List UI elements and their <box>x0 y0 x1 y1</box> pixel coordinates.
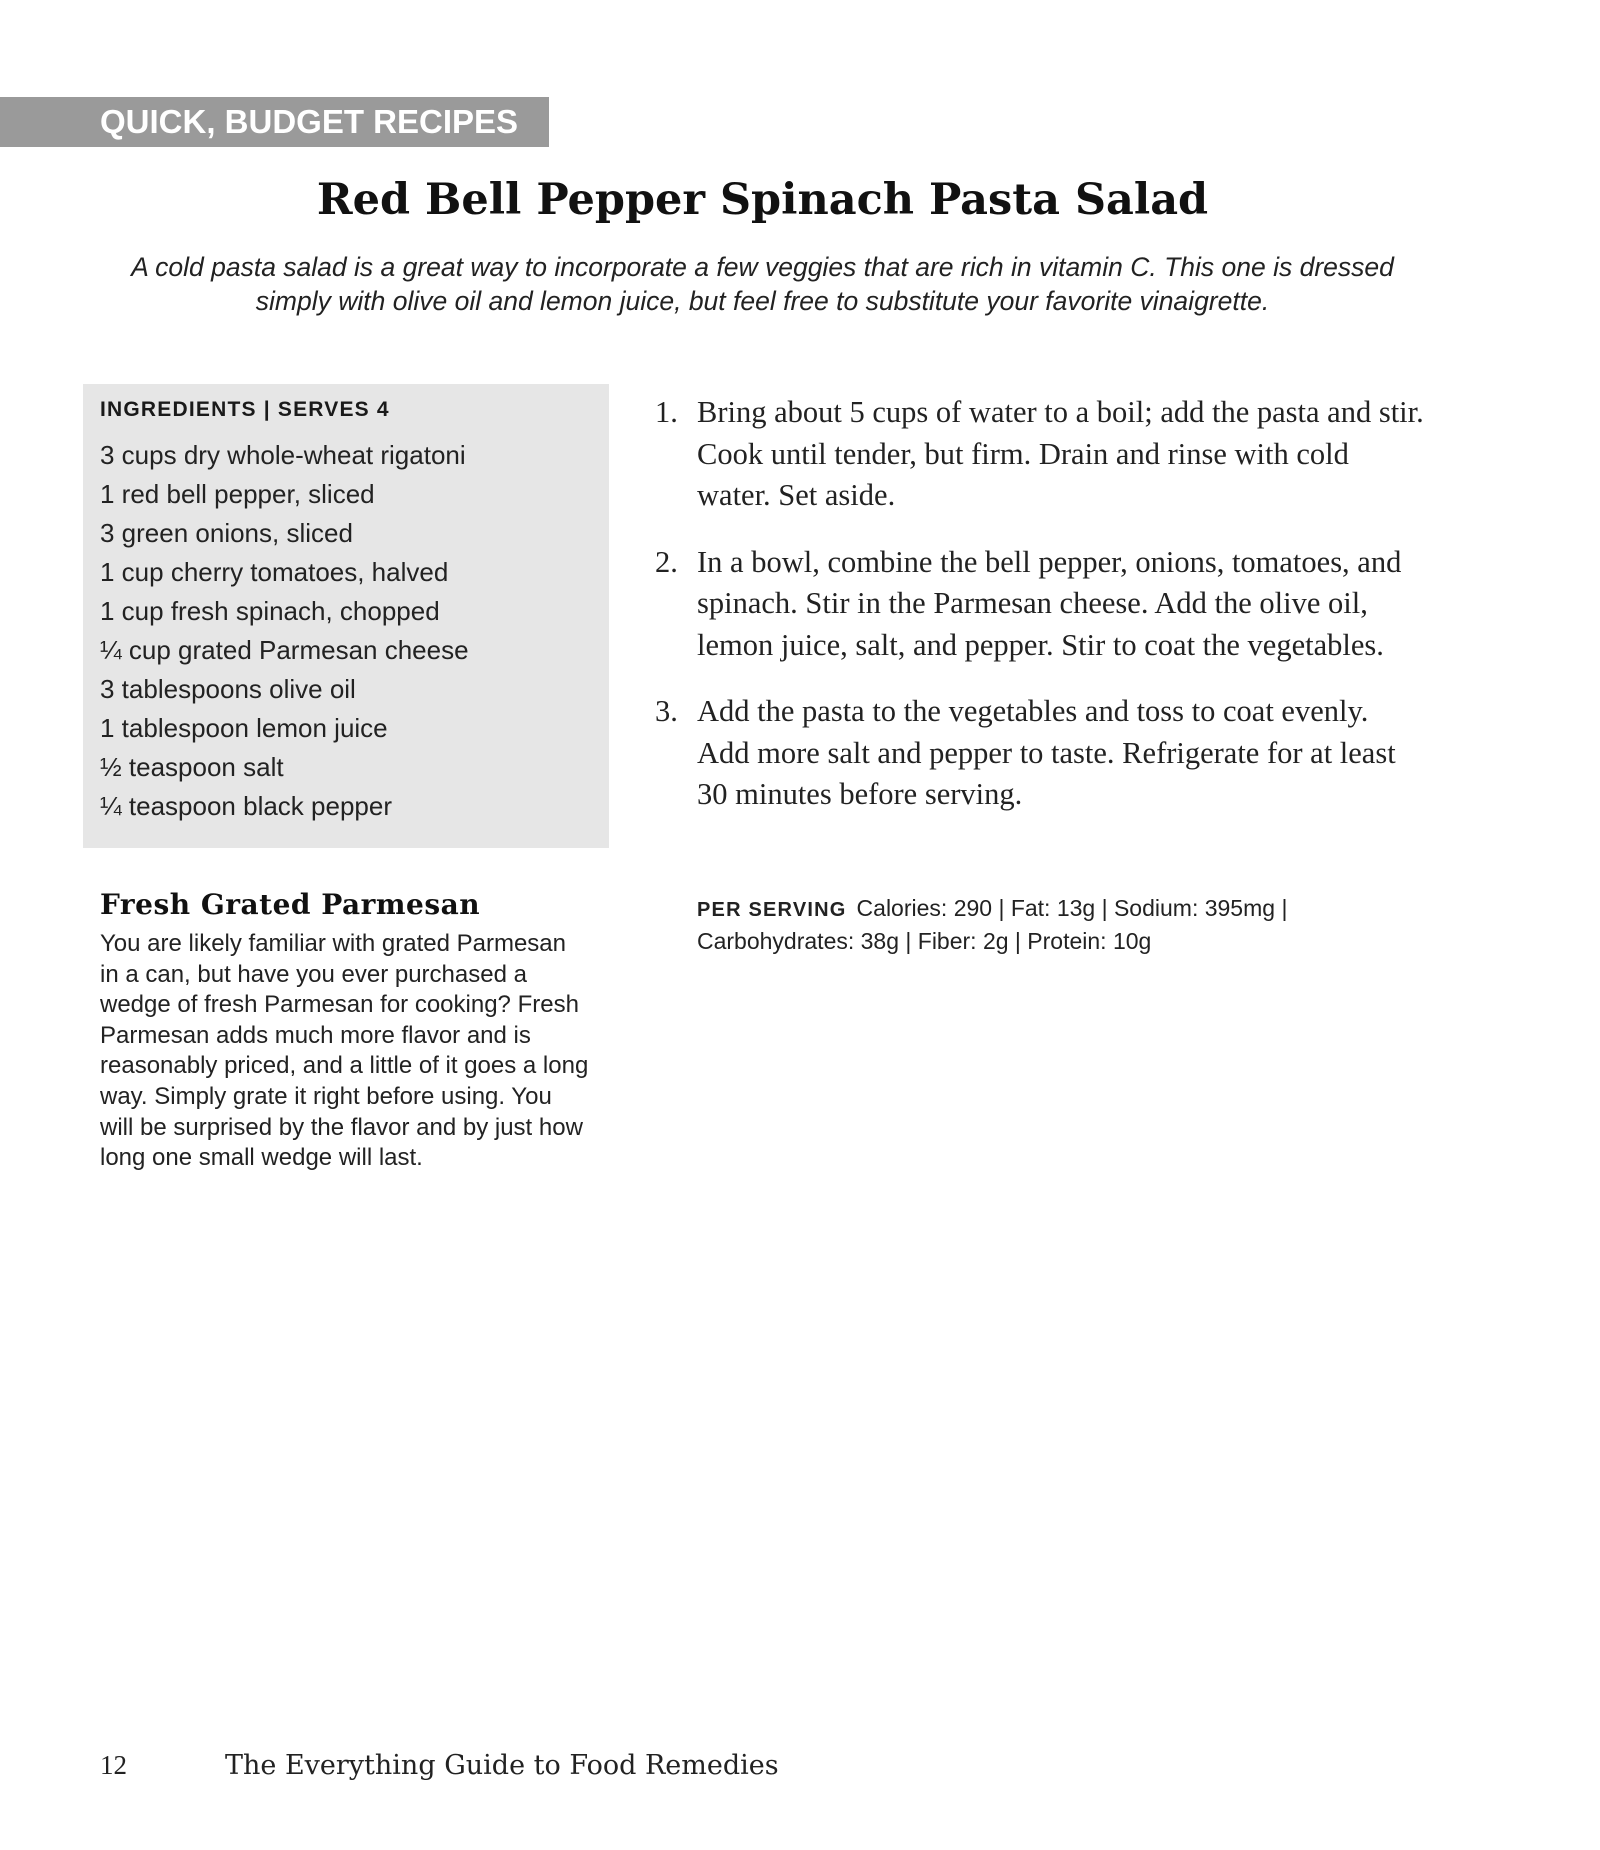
recipe-intro: A cold pasta salad is a great way to incorporate a few veggies that are rich in vitamin C. This one is dressed simply with olive oil and lemon juice, but feel free to substitute your favorite vinaigrette. <box>131 252 1394 316</box>
page-number: 12 <box>100 1750 127 1780</box>
step-text: In a bowl, combine the bell pepper, onions, tomatoes, and spinach. Stir in the Parmesan cheese. Add the olive oil, lemon juice, salt, and pepper. Stir to coat the vegetables. <box>697 544 1402 662</box>
nutrition-text: Calories: 290 | Fat: 13g | Sodium: 395mg | Carbohydrates: 38g | Fiber: 2g | Protein: 10g <box>697 895 1288 954</box>
ingredients-box <box>83 384 609 848</box>
step-number: 1. <box>655 395 678 429</box>
ingredient-item: 3 green onions, sliced <box>100 518 353 548</box>
ingredient-item: 1 tablespoon lemon juice <box>100 713 388 743</box>
sidebar-body: You are likely familiar with grated Parmesan in a can, but have you ever purchased a wedge of fresh Parmesan for cooking? Fresh Parmesan adds much more flavor and is reasonably priced, and a little of it goes a long way. Simply grate it right before using. You will be surprised by the flavor and by just how long one small wedge will last. <box>100 930 589 1172</box>
ingredient-item: 3 cups dry whole-wheat rigatoni <box>100 440 466 470</box>
book-title: The Everything Guide to Food Remedies <box>225 1750 779 1781</box>
ingredient-item: 3 tablespoons olive oil <box>100 674 356 704</box>
ingredient-item: 1 cup cherry tomatoes, halved <box>100 557 449 587</box>
step-number: 2. <box>655 544 678 579</box>
ingredient-item: ¼ cup grated Parmesan cheese <box>100 635 469 665</box>
nutrition-info <box>697 893 1357 957</box>
step-text: Add the pasta to the vegetables and toss to coat evenly. Add more salt and pepper to taste. Refrigerate for at least 30 minutes before serving. <box>697 694 1396 811</box>
direction-step <box>655 691 1425 816</box>
ingredient-item: 1 cup fresh spinach, chopped <box>100 596 440 626</box>
step-number: 3. <box>655 694 678 728</box>
step-text: Bring about 5 cups of water to a boil; add the pasta and stir. Cook until tender, but firm. Drain and rinse with cold water. Set aside. <box>697 395 1424 512</box>
nutrition-label: PER SERVING <box>697 899 847 921</box>
ingredient-item: ¼ teaspoon black pepper <box>100 791 392 821</box>
direction-step <box>655 392 1425 517</box>
section-tab-label: QUICK, BUDGET RECIPES <box>100 103 519 140</box>
ingredients-list <box>100 436 592 826</box>
directions-list <box>655 392 1425 841</box>
ingredient-item: ½ teaspoon salt <box>100 752 284 782</box>
section-tab <box>0 97 549 147</box>
sidebar-title: Fresh Grated Parmesan <box>100 888 481 921</box>
recipe-title: Red Bell Pepper Spinach Pasta Salad <box>316 175 1209 225</box>
ingredients-heading: INGREDIENTS | SERVES 4 <box>100 398 390 421</box>
direction-step <box>655 542 1425 667</box>
ingredient-item: 1 red bell pepper, sliced <box>100 479 375 509</box>
